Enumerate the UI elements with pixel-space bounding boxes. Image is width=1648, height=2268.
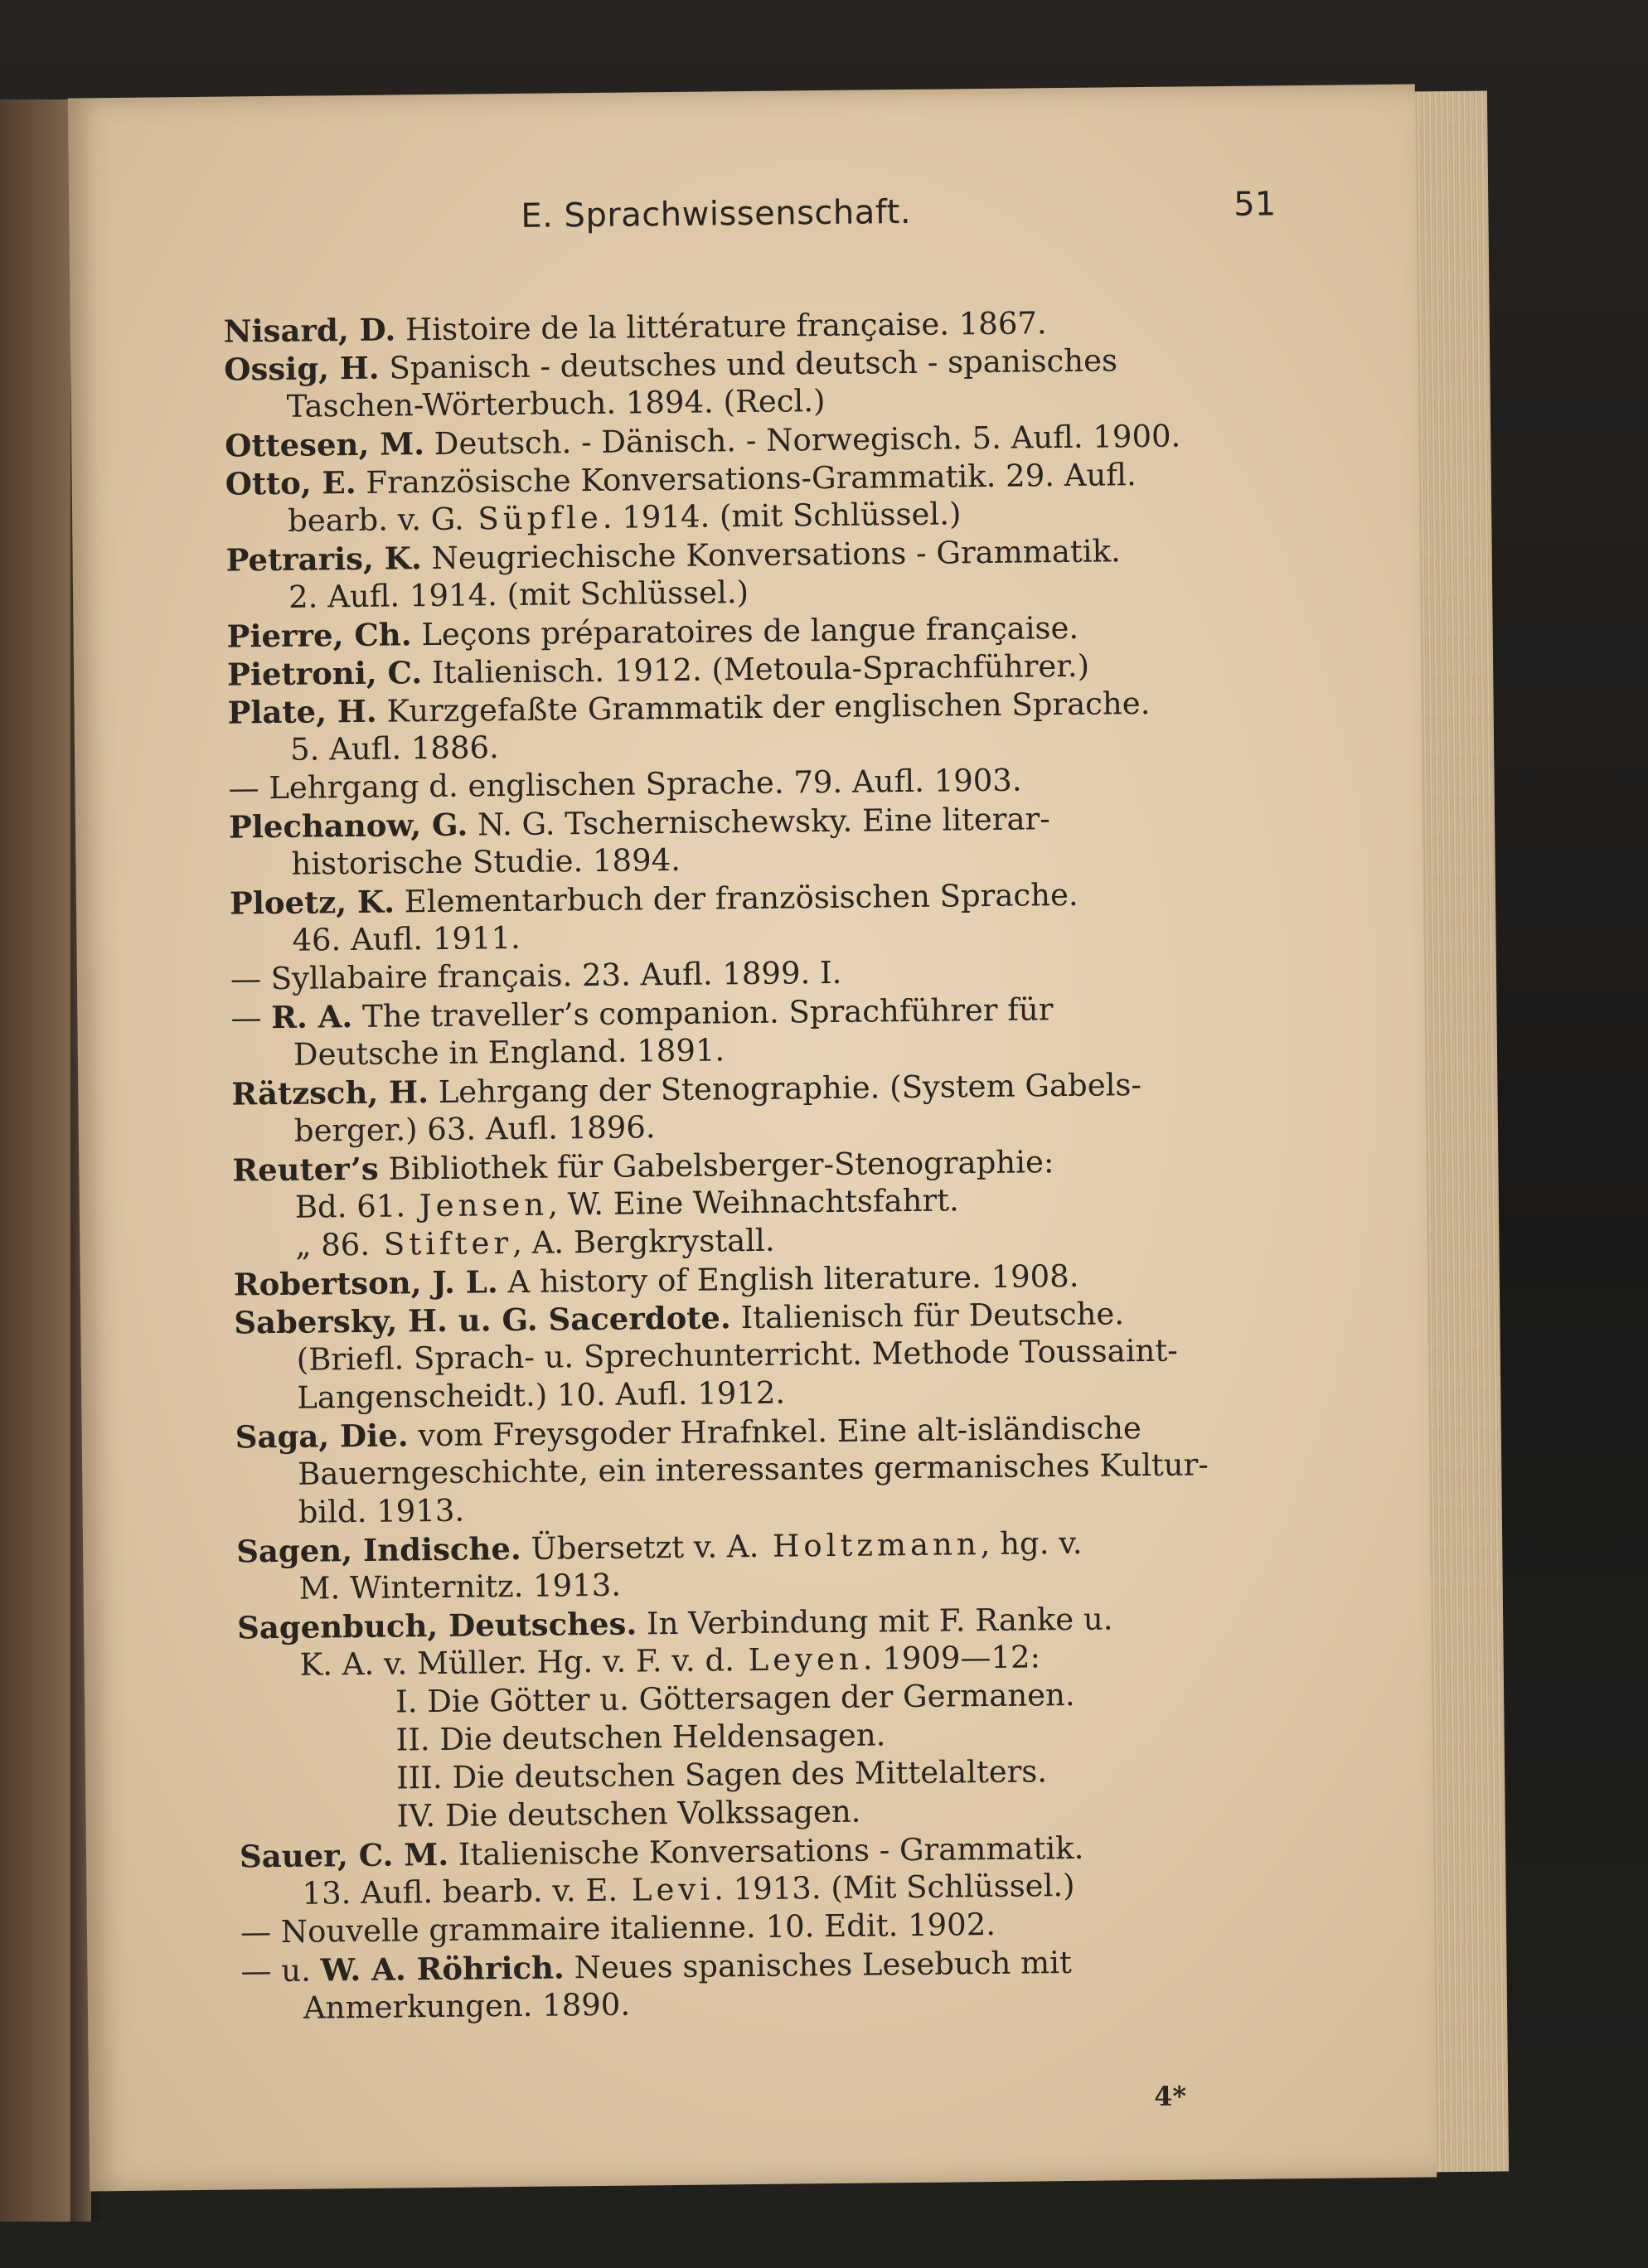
entry-line: Pierre, Ch. Leçons préparatoires de langue française. bbox=[226, 609, 1079, 655]
signature-mark: 4* bbox=[1153, 2080, 1187, 2112]
entry-line: IV. Die deutschen Volkssagen. bbox=[396, 1793, 861, 1834]
entry-line: Plechanow, G. N. G. Tschernischewsky. Eine literar- bbox=[228, 801, 1050, 846]
entry-line: (Briefl. Sprach- u. Sprechunterricht. Methode Toussaint- bbox=[296, 1332, 1178, 1378]
entry-line: 13. Aufl. bearb. v. E. Levi. 1913. (Mit Schlüssel.) bbox=[302, 1867, 1075, 1912]
entry-line: 2. Aufl. 1914. (mit Schlüssel.) bbox=[288, 574, 749, 615]
entry-line: — Nouvelle grammaire italienne. 10. Edit. 1902. bbox=[240, 1906, 996, 1951]
entry-line: historische Studie. 1894. bbox=[291, 841, 681, 882]
entry-line: Plate, H. Kurzgefaßte Grammatik der englischen Sprache. bbox=[227, 685, 1151, 731]
entry-line: Nisard, D. Histoire de la littérature française. 1867. bbox=[223, 305, 1047, 350]
entry-line: Otto, E. Französische Konversations-Grammatik. 29. Aufl. bbox=[225, 457, 1137, 502]
entry-line: III. Die deutschen Sagen des Mittelalters. bbox=[395, 1753, 1048, 1796]
entry-line: Sabersky, H. u. G. Sacerdote. Italienisch für Deutsche. bbox=[234, 1296, 1125, 1341]
entry-line: Ottesen, M. Deutsch. - Dänisch. - Norwegisch. 5. Aufl. 1900. bbox=[224, 418, 1181, 464]
entry-line: Pietroni, C. Italienisch. 1912. (Metoula-Sprachführer.) bbox=[226, 647, 1090, 693]
entry-line: 46. Aufl. 1911. bbox=[292, 919, 521, 958]
entry-line: I. Die Götter u. Göttersagen der Germanen. bbox=[395, 1676, 1075, 1720]
entry-line: Rätzsch, H. Lehrgang der Stenographie. (System Gabels- bbox=[231, 1067, 1142, 1112]
entry-line: Petraris, K. Neugriechische Konversations - Grammatik. bbox=[225, 533, 1122, 579]
entry-line: Sagen, Indische. Übersetzt v. A. Holtzmann, hg. v. bbox=[235, 1524, 1083, 1570]
running-title: E. Sprachwissenschaft. bbox=[521, 192, 912, 235]
entry-line: K. A. v. Müller. Hg. v. F. v. d. Leyen. 1909—12: bbox=[299, 1639, 1041, 1683]
entry-line: Robertson, J. L. A history of English literature. 1908. bbox=[233, 1258, 1079, 1303]
entry-line: — u. W. A. Röhrich. Neues spanisches Lesebuch mit bbox=[240, 1945, 1073, 1989]
entry-line: M. Winternitz. 1913. bbox=[298, 1567, 622, 1606]
entry-line: Sauer, C. M. Italienische Konversations - Grammatik. bbox=[239, 1829, 1084, 1875]
entry-line: Ossig, H. Spanisch - deutsches und deutsch - spanisches bbox=[224, 342, 1118, 388]
entry-line: II. Die deutschen Heldensagen. bbox=[395, 1717, 886, 1758]
entry-line: — Lehrgang d. englischen Sprache. 79. Aufl. 1903. bbox=[228, 762, 1022, 807]
entry-line: Ploetz, K. Elementarbuch der französischen Sprache. bbox=[229, 876, 1078, 922]
book-page bbox=[68, 85, 1437, 2192]
entry-line: Saga, Die. vom Freysgoder Hrafnkel. Eine alt-isländische bbox=[235, 1410, 1142, 1456]
entry-line: Bauerngeschichte, ein interessantes germanisches Kultur- bbox=[297, 1447, 1209, 1492]
entry-line: Deutsche in England. 1891. bbox=[293, 1032, 725, 1073]
bibliography-list bbox=[224, 300, 1403, 2028]
entry-line: — R. A. The traveller’s companion. Sprachführer für bbox=[230, 991, 1054, 1036]
entry-line: Bd. 61. Jensen, W. Eine Weihnachtsfahrt. bbox=[294, 1182, 960, 1225]
entry-line: bild. 1913. bbox=[298, 1492, 465, 1530]
entry-line: Reuter’s Bibliothek für Gabelsberger-Stenographie: bbox=[232, 1144, 1054, 1189]
page-number: 51 bbox=[1234, 185, 1277, 224]
entry-line: bearb. v. G. Süpfle. 1914. (mit Schlüssel.) bbox=[287, 496, 962, 539]
entry-line: 5. Aufl. 1886. bbox=[289, 729, 500, 768]
entry-line: — Syllabaire français. 23. Aufl. 1899. I. bbox=[230, 954, 842, 997]
entry-line: „ 86. Stifter, A. Bergkrystall. bbox=[295, 1222, 775, 1263]
entry-line: Anmerkungen. 1890. bbox=[303, 1986, 631, 2026]
entry-line: berger.) 63. Aufl. 1896. bbox=[293, 1109, 656, 1149]
entry-line: Sagenbuch, Deutsches. In Verbindung mit F. Ranke u. bbox=[236, 1601, 1113, 1646]
entry-line: Langenscheidt.) 10. Aufl. 1912. bbox=[297, 1374, 786, 1416]
entry-line: Taschen-Wörterbuch. 1894. (Recl.) bbox=[286, 383, 826, 424]
